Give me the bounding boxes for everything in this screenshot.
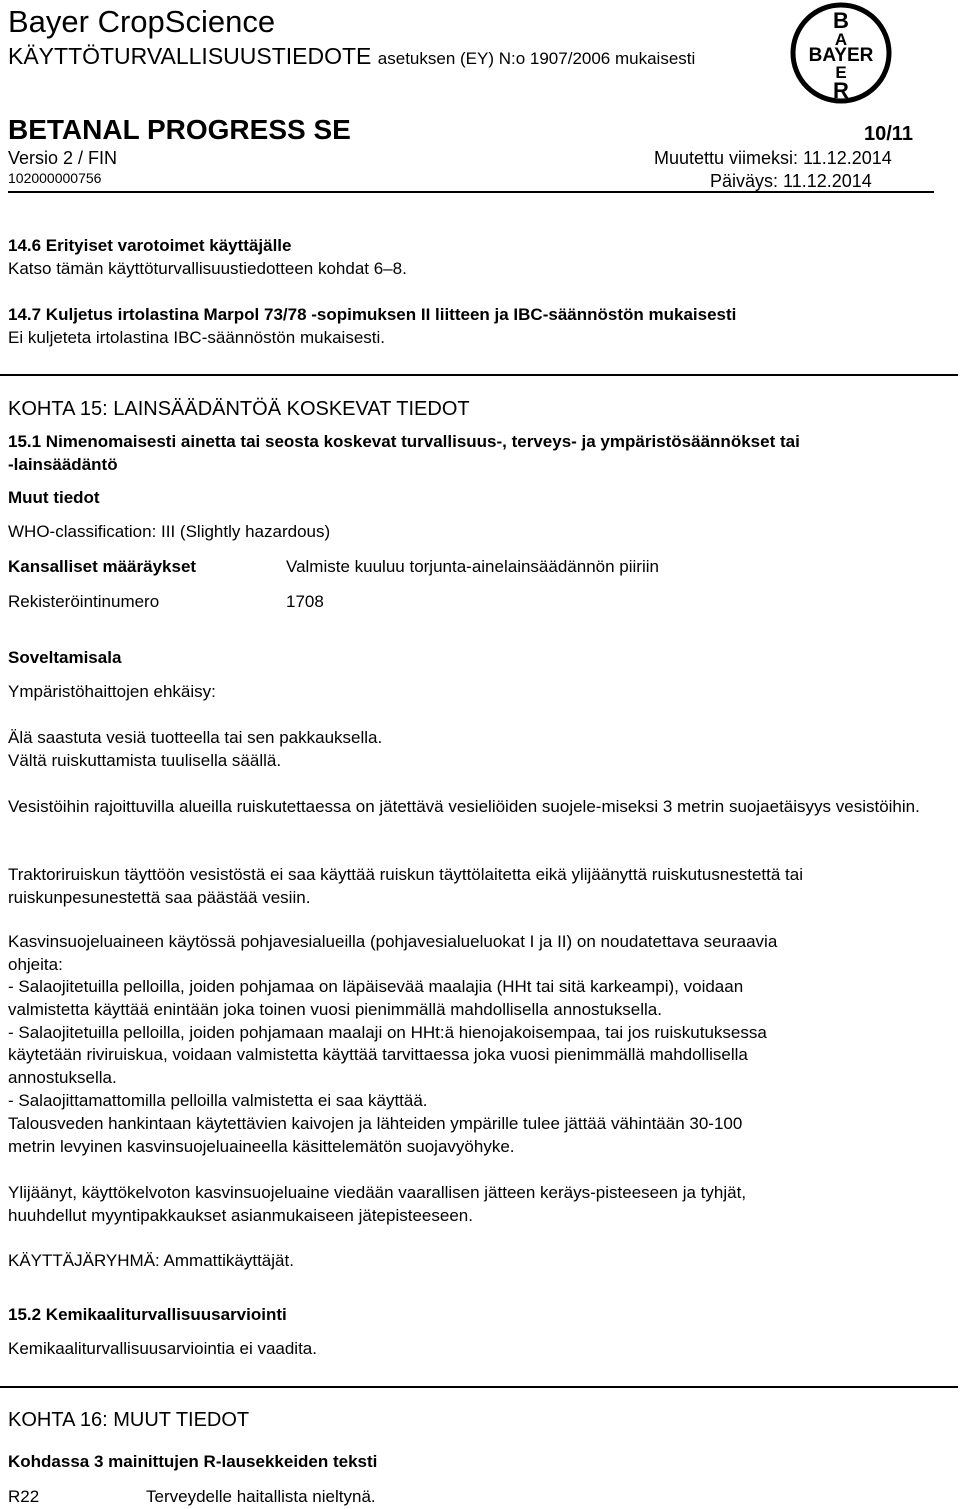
section-16-title: KOHTA 16: MUUT TIEDOT bbox=[8, 1409, 250, 1431]
other-info-heading: Muut tiedot bbox=[8, 488, 100, 507]
national-regulations-label: Kansalliset määräykset bbox=[8, 557, 197, 576]
version: Versio 2 / FIN bbox=[8, 148, 118, 168]
section-16-divider bbox=[0, 1386, 958, 1388]
buffer-zone-paragraph: Vesistöihin rajoittuvilla alueilla ruiskutettaessa on jätettävä vesieliöiden suojele-miseksi 3 metrin suojaetäisyys vesistöihin. bbox=[8, 797, 920, 816]
r-phrase-code: R22 bbox=[8, 1487, 40, 1506]
environment-line-1: Älä saastuta vesiä tuotteella tai sen pakkauksella. bbox=[8, 728, 383, 747]
document-id: 102000000756 bbox=[8, 170, 102, 186]
section-15-2-heading: 15.2 Kemikaaliturvallisuusarviointi bbox=[8, 1305, 287, 1324]
logo-letter-a: A bbox=[834, 30, 848, 49]
user-group: KÄYTTÄJÄRYHMÄ: Ammattikäyttäjät. bbox=[8, 1251, 294, 1270]
last-modified: Muutettu viimeksi: 11.12.2014 bbox=[654, 148, 892, 168]
section-14-6-heading: 14.6 Erityiset varotoimet käyttäjälle bbox=[8, 236, 292, 255]
r-phrase-text: Terveydelle haitallista nieltynä. bbox=[146, 1487, 376, 1506]
registration-value: 1708 bbox=[286, 592, 324, 611]
section-15-divider bbox=[0, 374, 958, 376]
who-classification: WHO-classification: III (Slightly hazardous) bbox=[8, 522, 331, 541]
registration-label: Rekisteröintinumero bbox=[8, 592, 160, 611]
groundwater-line-6: käytetään riviruiskua, voidaan valmistetta käyttää tarvittaessa joka vuosi pienimmällä mahdollisella bbox=[8, 1045, 748, 1064]
logo-letter-e: E bbox=[835, 63, 847, 82]
section-15-1-heading-line2: -lainsäädäntö bbox=[8, 455, 118, 474]
bayer-cross-logo bbox=[786, 0, 896, 106]
document-title bbox=[8, 42, 695, 73]
section-15-title: KOHTA 15: LAINSÄÄDÄNTÖÄ KOSKEVAT TIEDOT bbox=[8, 398, 470, 420]
groundwater-line-9: Talousveden hankintaan käytettävien kaivojen ja lähteiden ympärille tulee jättää vähintään 30-100 bbox=[8, 1114, 743, 1133]
section-14-6-text: Katso tämän käyttöturvallisuustiedotteen kohdat 6–8. bbox=[8, 259, 407, 278]
environment-line-2: Vältä ruiskuttamista tuulisella säällä. bbox=[8, 751, 282, 770]
product-name: BETANAL PROGRESS SE bbox=[8, 114, 351, 145]
section-14-7-text: Ei kuljeteta irtolastina IBC-säännöstön mukaisesti. bbox=[8, 328, 386, 347]
regulation-reference: asetuksen (EY) N:o 1907/2006 mukaisesti bbox=[377, 49, 696, 68]
groundwater-line-1: Kasvinsuojeluaineen käytössä pohjavesialueilla (pohjavesialueluokat I ja II) on noudatettava seuraavia bbox=[8, 932, 778, 951]
logo-letter-b: B bbox=[833, 8, 849, 33]
page-number: 10/11 bbox=[864, 123, 913, 145]
issue-date: Päiväys: 11.12.2014 bbox=[710, 171, 872, 191]
section-15-2-text: Kemikaaliturvallisuusarviointia ei vaadita. bbox=[8, 1339, 317, 1358]
disposal-line-2: huuhdellut myyntipakkaukset asianmukaiseen jätepisteeseen. bbox=[8, 1206, 473, 1225]
header-divider bbox=[8, 191, 934, 193]
r-phrases-heading: Kohdassa 3 mainittujen R-lausekkeiden teksti bbox=[8, 1452, 378, 1471]
groundwater-line-10: metrin levyinen kasvinsuojeluaineella käsittelemätön suojavyöhyke. bbox=[8, 1137, 515, 1156]
disposal-line-1: Ylijäänyt, käyttökelvoton kasvinsuojeluaine viedään vaarallisen jätteen keräys-pisteeseen ja tyhjät, bbox=[8, 1183, 747, 1202]
national-regulations-value: Valmiste kuuluu torjunta-ainelainsäädännön piiriin bbox=[286, 557, 659, 576]
scope-heading: Soveltamisala bbox=[8, 648, 122, 667]
environment-label: Ympäristöhaittojen ehkäisy: bbox=[8, 682, 216, 701]
section-14-7-heading: 14.7 Kuljetus irtolastina Marpol 73/78 -sopimuksen II liitteen ja IBC-säännöstön mukaisesti bbox=[8, 305, 737, 324]
logo-word: BAYER bbox=[808, 45, 874, 66]
logo-letter-r: R bbox=[833, 78, 849, 103]
groundwater-line-5: - Salaojitetuilla pelloilla, joiden pohjamaan maalaji on HHt:ä hienojakoisempaa, tai jos ruiskutuksessa bbox=[8, 1023, 767, 1042]
groundwater-line-4: valmistetta käyttää enintään joka toinen vuosi pienimmällä mahdollisella annostuksella. bbox=[8, 1000, 662, 1019]
groundwater-line-3: - Salaojitetuilla pelloilla, joiden pohjamaa on läpäisevää maalajia (HHt tai sitä karkeampi), voidaan bbox=[8, 977, 744, 996]
document-type: KÄYTTÖTURVALLISUUSTIEDOTE bbox=[8, 43, 372, 69]
section-15-1-heading-line1: 15.1 Nimenomaisesti ainetta tai seosta koskevat turvallisuus-, terveys- ja ympäristösäännökset tai bbox=[8, 432, 800, 451]
sprayer-filling-paragraph: Traktoriruiskun täyttöön vesistöstä ei saa käyttää ruiskun täyttölaitetta eikä ylijäänyttä ruiskutusnestettä tai ruiskunpesunestettä saa päästää vesiin. bbox=[8, 865, 803, 907]
groundwater-line-8: - Salaojittamattomilla pelloilla valmistetta ei saa käyttää. bbox=[8, 1091, 428, 1110]
groundwater-line-7: annostuksella. bbox=[8, 1068, 117, 1087]
company-name: Bayer CropScience bbox=[8, 4, 276, 39]
groundwater-line-2: ohjeita: bbox=[8, 955, 63, 974]
